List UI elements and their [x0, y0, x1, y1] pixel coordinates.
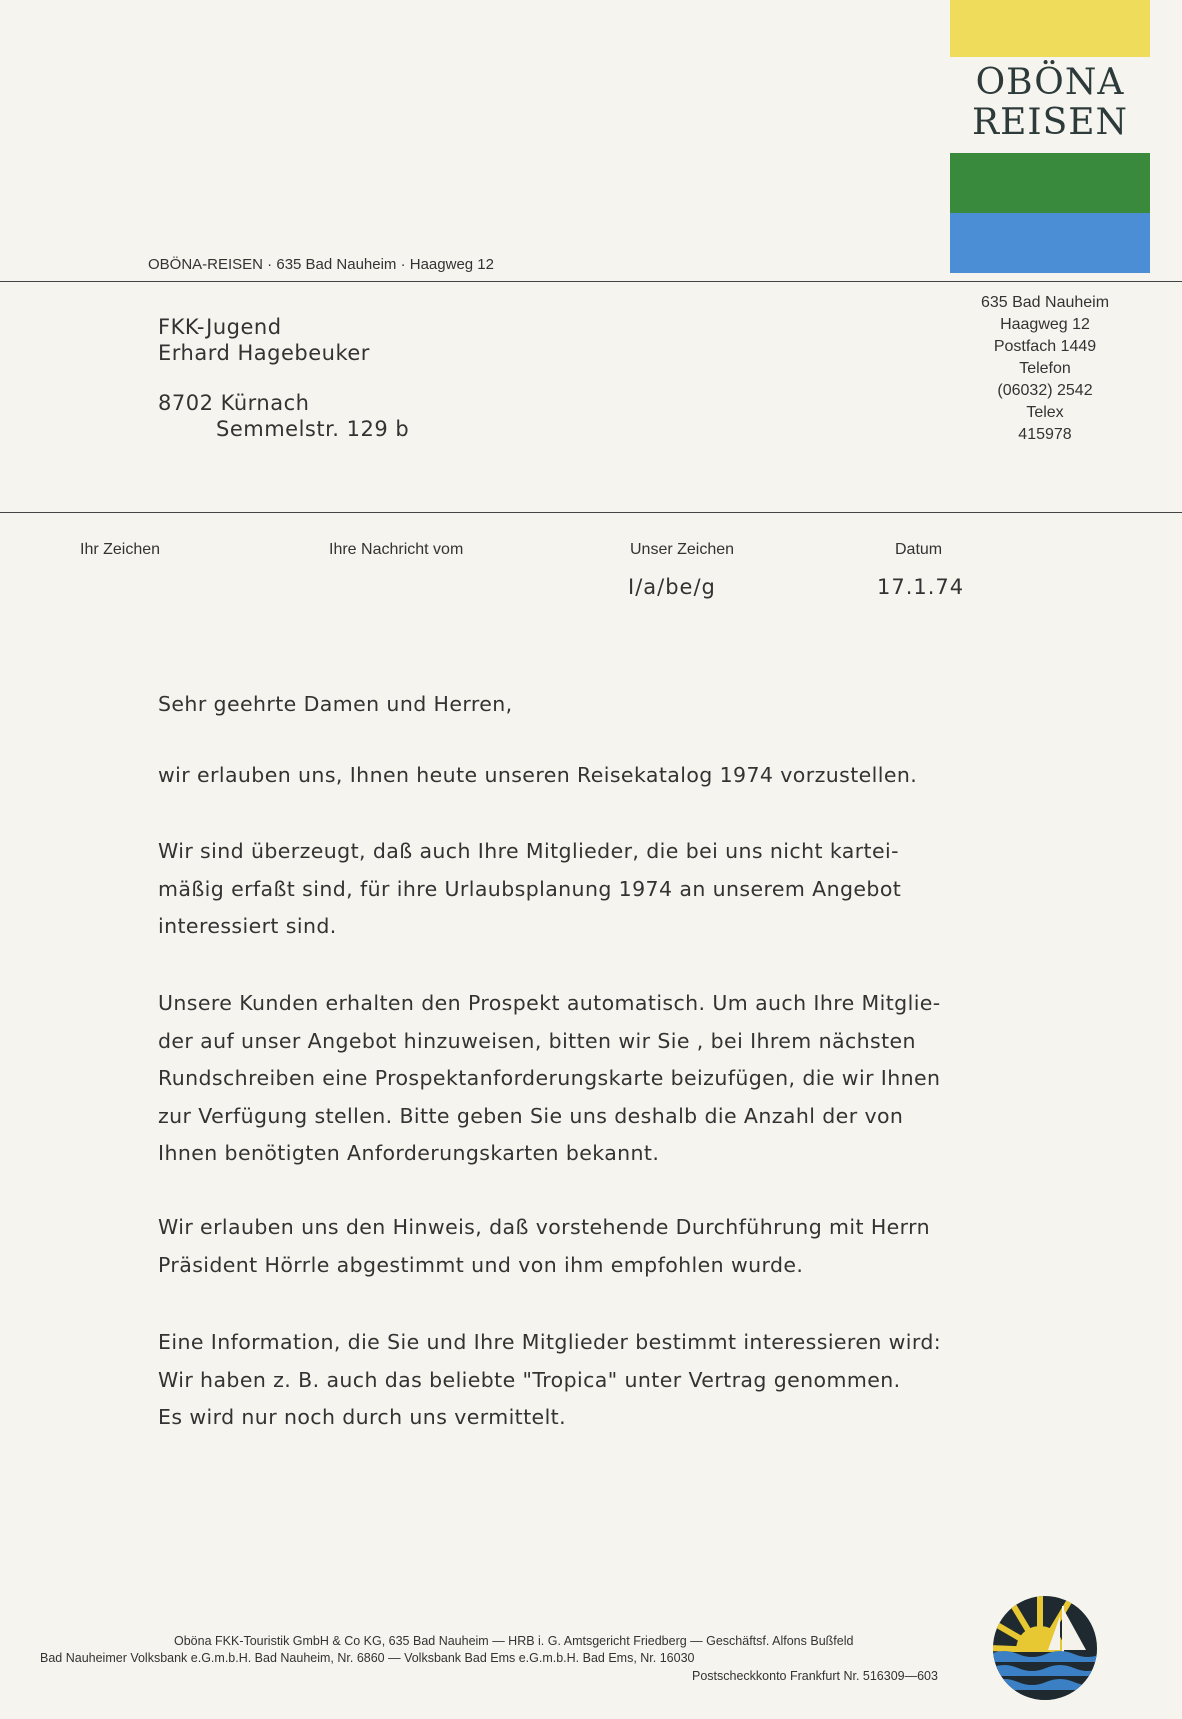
header-divider [0, 281, 1182, 282]
paragraph-line: Ihnen benötigten Anforderungskarten bekannt. [158, 1141, 660, 1165]
paragraph-line: zur Verfügung stellen. Bitte geben Sie uns deshalb die Anzahl der von [158, 1103, 904, 1128]
datum-value: 17.1.74 [877, 575, 965, 599]
footer-company-line: Oböna FKK-Touristik GmbH & Co KG, 635 Bad Nauheim — HRB i. G. Amtsgericht Friedberg — Geschäftsf. Alfons Bußfeld [174, 1634, 854, 1648]
footer-postal-account-line: Postscheckkonto Frankfurt Nr. 516309—603 [692, 1669, 938, 1683]
datum-label: Datum [895, 541, 943, 558]
paragraph-line: der auf unser Angebot hinzuweisen, bitten wir Sie , bei Ihrem nächsten [158, 1028, 916, 1053]
sender-return-address: OBÖNA-REISEN · 635 Bad Nauheim · Haagweg 12 [148, 256, 494, 273]
paragraph-line: Wir haben z. B. auch das beliebte "Tropica" unter Vertrag genommen. [158, 1367, 901, 1392]
logo-green-stripe [950, 153, 1150, 213]
recipient-city: 8702 Kürnach [158, 391, 310, 415]
footer-bank-line: Bad Nauheimer Volksbank e.G.m.b.H. Bad Nauheim, Nr. 6860 — Volksbank Bad Ems e.G.m.b.H. Bad Ems, Nr. 16030 [40, 1651, 695, 1665]
paragraph-line: Eine Information, die Sie und Ihre Mitglieder bestimmt interessieren wird: [158, 1330, 942, 1354]
contact-line: Postfach 1449 [993, 338, 1097, 355]
logo-text [950, 57, 1150, 143]
paragraph-line: Wir sind überzeugt, daß auch Ihre Mitglieder, die bei uns nicht kartei- [158, 839, 899, 863]
paragraph-1 [158, 757, 1038, 795]
paragraph-line: Es wird nur noch durch uns vermittelt. [158, 1405, 567, 1429]
salutation-text: Sehr geehrte Damen und Herren, [158, 692, 513, 716]
contact-line: 635 Bad Nauheim [980, 294, 1110, 311]
ihr-zeichen-label: Ihr Zeichen [80, 541, 161, 558]
logo-line-1: OBÖNA [975, 62, 1125, 103]
paragraph-line: mäßig erfaßt sind, für ihre Urlaubsplanung 1974 an unserem Angebot [158, 876, 902, 901]
paragraph-5 [158, 1324, 1038, 1437]
sender-contact-block [960, 292, 1130, 446]
contact-line: (06032) 2542 [997, 382, 1093, 399]
unser-zeichen-label: Unser Zeichen [630, 541, 735, 558]
logo-blue-stripe [950, 213, 1150, 273]
obona-reisen-logo [950, 0, 1150, 273]
recipient-org: FKK-Jugend [158, 315, 282, 339]
contact-line: 415978 [1018, 426, 1072, 443]
logo-yellow-stripe [950, 0, 1150, 57]
paragraph-line: Unsere Kunden erhalten den Prospekt automatisch. Um auch Ihre Mitglie- [158, 991, 941, 1015]
recipient-street: Semmelstr. 129 b [216, 417, 410, 441]
paragraph-4 [158, 1209, 1038, 1284]
ihre-nachricht-label: Ihre Nachricht vom [329, 541, 464, 558]
paragraph-3 [158, 985, 1038, 1173]
recipient-address [158, 314, 409, 442]
contact-line: Telefon [1019, 360, 1071, 377]
unser-zeichen-value: I/a/be/g [628, 575, 716, 599]
salutation [158, 686, 1038, 724]
paragraph-line: Wir erlauben uns den Hinweis, daß vorstehende Durchführung mit Herrn [158, 1215, 931, 1239]
contact-line: Haagweg 12 [1000, 316, 1090, 333]
paragraph-2 [158, 833, 1038, 946]
contact-line: Telex [1026, 404, 1064, 421]
sun-sailboat-waves-emblem-icon [990, 1592, 1100, 1704]
paragraph-line: Rundschreiben eine Prospektanforderungskarte beizufügen, die wir Ihnen [158, 1066, 941, 1090]
address-divider [0, 512, 1182, 513]
logo-line-2: REISEN [971, 102, 1129, 143]
paragraph-line: interessiert sind. [158, 914, 337, 938]
recipient-name: Erhard Hagebeuker [158, 341, 370, 365]
paragraph-line: Präsident Hörrle abgestimmt und von ihm empfohlen wurde. [158, 1252, 804, 1277]
paragraph-line: wir erlauben uns, Ihnen heute unseren Reisekatalog 1974 vorzustellen. [158, 763, 918, 787]
